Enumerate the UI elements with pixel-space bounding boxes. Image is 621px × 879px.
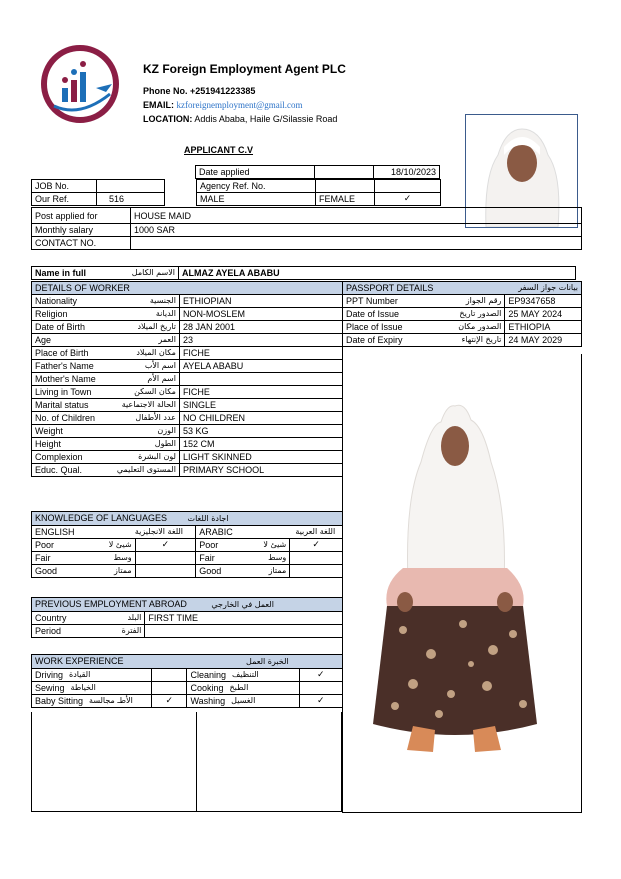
detail-value [179, 373, 342, 386]
name-label-ar: الاسم الكامل [131, 268, 175, 277]
detail-label-ar: مكان الميلاد [136, 348, 176, 357]
passport-header: PASSPORT DETAILS [346, 283, 434, 293]
male-label: MALE [197, 193, 316, 206]
name-value: ALMAZ AYELA ABABU [179, 267, 576, 280]
ref-table [31, 179, 441, 206]
level-label: Fair [32, 552, 67, 565]
previous-header: PREVIOUS EMPLOYMENT ABROAD [35, 599, 187, 609]
table-row [32, 295, 343, 308]
level-label-ar: ممتاز [229, 565, 289, 578]
table-row [32, 512, 343, 526]
company-phone-line [143, 86, 255, 97]
female-check: ✓ [375, 193, 441, 206]
detail-label-ar: المستوى التعليمي [116, 465, 176, 474]
level-label: Fair [196, 552, 230, 565]
country-label-ar: البلد [127, 613, 142, 622]
detail-label-ar: العمر [158, 335, 176, 344]
detail-label: Religion [35, 309, 68, 319]
table-row [32, 451, 343, 464]
skill-label: Sewing [35, 683, 65, 693]
detail-value: NO CHILDREN [179, 412, 342, 425]
skill-label: Cleaning [190, 670, 227, 680]
table-row [32, 193, 441, 206]
details-table [31, 281, 343, 477]
detail-label-ar: مكان السكن [134, 387, 176, 396]
passport-label-ar: رقم الجواز [465, 296, 502, 305]
table-row [32, 237, 582, 250]
table-row [32, 539, 343, 552]
detail-label-ar: الحالة الاجتماعية [121, 400, 176, 409]
english-level-check: ✓ [135, 539, 196, 552]
level-label: Poor [196, 539, 230, 552]
skill-label: Cooking [190, 683, 224, 693]
details-header: DETAILS OF WORKER [32, 282, 343, 295]
period-label: Period [35, 626, 62, 636]
detail-label: No. of Children [35, 413, 96, 423]
location-label: LOCATION: [143, 114, 193, 124]
left-column-frame [31, 712, 342, 812]
previous-header-ar: العمل في الخارجي [211, 600, 274, 609]
skill-label-ar: الطبخ [229, 683, 249, 692]
table-row [343, 334, 582, 347]
skill-check [152, 669, 187, 682]
post-value: HOUSE MAID [131, 208, 582, 224]
detail-label-ar: اسم الأب [144, 361, 176, 370]
phone-label: Phone No. [143, 86, 188, 96]
detail-value: 53 KG [179, 425, 342, 438]
female-label: FEMALE [316, 193, 375, 206]
level-label-ar: شيئ لا [67, 539, 135, 552]
table-row [32, 598, 343, 612]
skill-label-ar: الغسيل [231, 696, 256, 705]
company-logo [40, 44, 120, 124]
location-value: Addis Ababa, Haile G/Silassie Road [194, 114, 338, 124]
detail-label: Educ. Qual. [35, 465, 83, 475]
table-row [32, 360, 343, 373]
english-level-check [135, 552, 196, 565]
detail-value: FICHE [179, 347, 342, 360]
skill-label-ar: التنظيف [232, 670, 259, 679]
detail-value: SINGLE [179, 399, 342, 412]
table-row [32, 386, 343, 399]
table-row [32, 612, 343, 625]
languages-table [31, 511, 343, 578]
previous-employment-table [31, 597, 343, 638]
table-row [343, 308, 582, 321]
detail-label: Mother's Name [35, 374, 96, 384]
passport-label: Date of Issue [346, 309, 400, 319]
level-label: Good [32, 565, 67, 578]
table-row [343, 282, 582, 295]
table-row [32, 347, 343, 360]
table-row [32, 180, 441, 193]
detail-label: Height [35, 439, 62, 449]
detail-label-ar: الديانة [155, 309, 176, 318]
detail-value: AYELA ABABU [179, 360, 342, 373]
level-label-ar: وسط [67, 552, 135, 565]
detail-label: Place of Birth [35, 348, 89, 358]
detail-value: NON-MOSLEM [179, 308, 342, 321]
name-table [31, 266, 576, 280]
table-row [32, 224, 582, 237]
level-label-ar: ممتاز [67, 565, 135, 578]
passport-value: ETHIOPIA [505, 321, 582, 334]
detail-label-ar: عدد الأطفال [135, 413, 176, 422]
table-row [32, 552, 343, 565]
email-label: EMAIL: [143, 100, 174, 110]
detail-value: ETHIOPIAN [179, 295, 342, 308]
skill-check [152, 682, 187, 695]
arabic-level-check [290, 552, 343, 565]
detail-label: Complexion [35, 452, 83, 462]
detail-label: Marital status [35, 400, 89, 410]
experience-header-ar: الخبرة العمل [246, 657, 289, 666]
table-row [32, 412, 343, 425]
detail-label-ar: اسم الأم [147, 374, 176, 383]
table-row [32, 267, 576, 280]
detail-value: 23 [179, 334, 342, 347]
passport-table [342, 281, 582, 347]
passport-label-ar: تاريخ الإنتهاء [461, 335, 502, 344]
arabic-level-check [290, 565, 343, 578]
detail-value: LIGHT SKINNED [179, 451, 342, 464]
passport-value: 25 MAY 2024 [505, 308, 582, 321]
company-email-line [143, 100, 303, 111]
top-info-table [195, 165, 440, 179]
email-value: kzforeignemployment@gmail.com [176, 100, 303, 110]
detail-label: Living in Town [35, 387, 92, 397]
detail-label: Age [35, 335, 52, 345]
name-label: Name in full [35, 268, 87, 278]
skill-label-ar: القيادة [69, 670, 91, 679]
table-row [32, 321, 343, 334]
post-table [31, 207, 582, 250]
full-body-photo-frame [342, 354, 582, 813]
skill-check: ✓ [299, 695, 342, 708]
languages-header: KNOWLEDGE OF LANGUAGES [35, 513, 168, 523]
arabic-label-ar: اللغة العربية [295, 527, 336, 536]
skill-check [299, 682, 342, 695]
level-label: Good [196, 565, 230, 578]
date-applied-value: 18/10/2023 [374, 166, 440, 179]
level-label-ar: شيئ لا [229, 539, 289, 552]
table-row [32, 682, 343, 695]
arabic-level-check: ✓ [290, 539, 343, 552]
post-label: Post applied for [32, 208, 131, 224]
table-row [343, 321, 582, 334]
table-row [32, 655, 343, 669]
table-row [32, 695, 343, 708]
form-title: APPLICANT C.V [184, 145, 254, 155]
table-row [32, 208, 582, 224]
contact-label: CONTACT NO. [32, 237, 131, 250]
salary-label: Monthly salary [32, 224, 131, 237]
table-row [32, 565, 343, 578]
table-row [196, 166, 440, 179]
arabic-label: ARABIC [199, 527, 233, 537]
period-label-ar: الفترة [121, 626, 142, 635]
passport-value: EP9347658 [505, 295, 582, 308]
skill-label: Driving [35, 670, 64, 680]
experience-header: WORK EXPERIENCE [35, 656, 124, 666]
level-label: Poor [32, 539, 67, 552]
passport-label: PPT Number [346, 296, 398, 306]
detail-label-ar: الجنسية [149, 296, 176, 305]
skill-label-ar: الأطـ مجالسة [89, 696, 133, 705]
detail-label: Date of Birth [35, 322, 86, 332]
skill-check: ✓ [299, 669, 342, 682]
detail-value: 152 CM [179, 438, 342, 451]
passport-header-ar: بيانات جواز السفر [518, 283, 578, 292]
detail-value: 28 JAN 2001 [179, 321, 342, 334]
english-label: ENGLISH [35, 527, 75, 537]
our-ref-value: 516 [97, 193, 165, 206]
detail-label-ar: الوزن [157, 426, 176, 435]
languages-header-ar: اجادة اللغات [187, 514, 229, 523]
detail-label-ar: تاريخ الميلاد [137, 322, 176, 331]
phone-value: +251941223385 [190, 86, 256, 96]
table-row [32, 334, 343, 347]
salary-value: 1000 SAR [131, 224, 582, 237]
detail-label: Father's Name [35, 361, 94, 371]
skill-label: Baby Sitting [35, 696, 84, 706]
english-level-check [135, 565, 196, 578]
table-row [32, 438, 343, 451]
country-value: FIRST TIME [145, 612, 343, 625]
company-name: KZ Foreign Employment Agent PLC [143, 62, 346, 76]
job-no-label: JOB No. [32, 180, 97, 193]
passport-label: Place of Issue [346, 322, 403, 332]
table-row [32, 669, 343, 682]
table-row [343, 295, 582, 308]
table-row [32, 399, 343, 412]
detail-value: FICHE [179, 386, 342, 399]
table-row [32, 373, 343, 386]
agency-ref-label: Agency Ref. No. [197, 180, 316, 193]
table-row [32, 625, 343, 638]
table-row [32, 526, 343, 539]
detail-label: Nationality [35, 296, 78, 306]
date-applied-label: Date applied [196, 166, 315, 179]
english-label-ar: اللغة الانجليزية [134, 527, 183, 536]
our-ref-label: Our Ref. [32, 193, 97, 206]
level-label-ar: وسط [229, 552, 289, 565]
table-row [32, 464, 343, 477]
detail-label-ar: لون البشرة [138, 452, 176, 461]
table-row [32, 282, 343, 295]
full-body-photo [343, 354, 581, 812]
passport-label-ar: الصدور مكان [458, 322, 502, 331]
country-label: Country [35, 613, 67, 623]
detail-label: Weight [35, 426, 63, 436]
detail-label-ar: الطول [154, 439, 176, 448]
table-row [32, 425, 343, 438]
passport-label-ar: الصدور تاريخ [459, 309, 502, 318]
skill-label-ar: الخياطة [70, 683, 96, 692]
passport-label: Date of Expiry [346, 335, 403, 345]
skill-label: Washing [190, 696, 226, 706]
detail-value: PRIMARY SCHOOL [179, 464, 342, 477]
passport-value: 24 MAY 2029 [505, 334, 582, 347]
company-location-line [143, 114, 337, 125]
period-value [145, 625, 343, 638]
work-experience-table [31, 654, 343, 708]
skill-check: ✓ [152, 695, 187, 708]
table-row [32, 308, 343, 321]
